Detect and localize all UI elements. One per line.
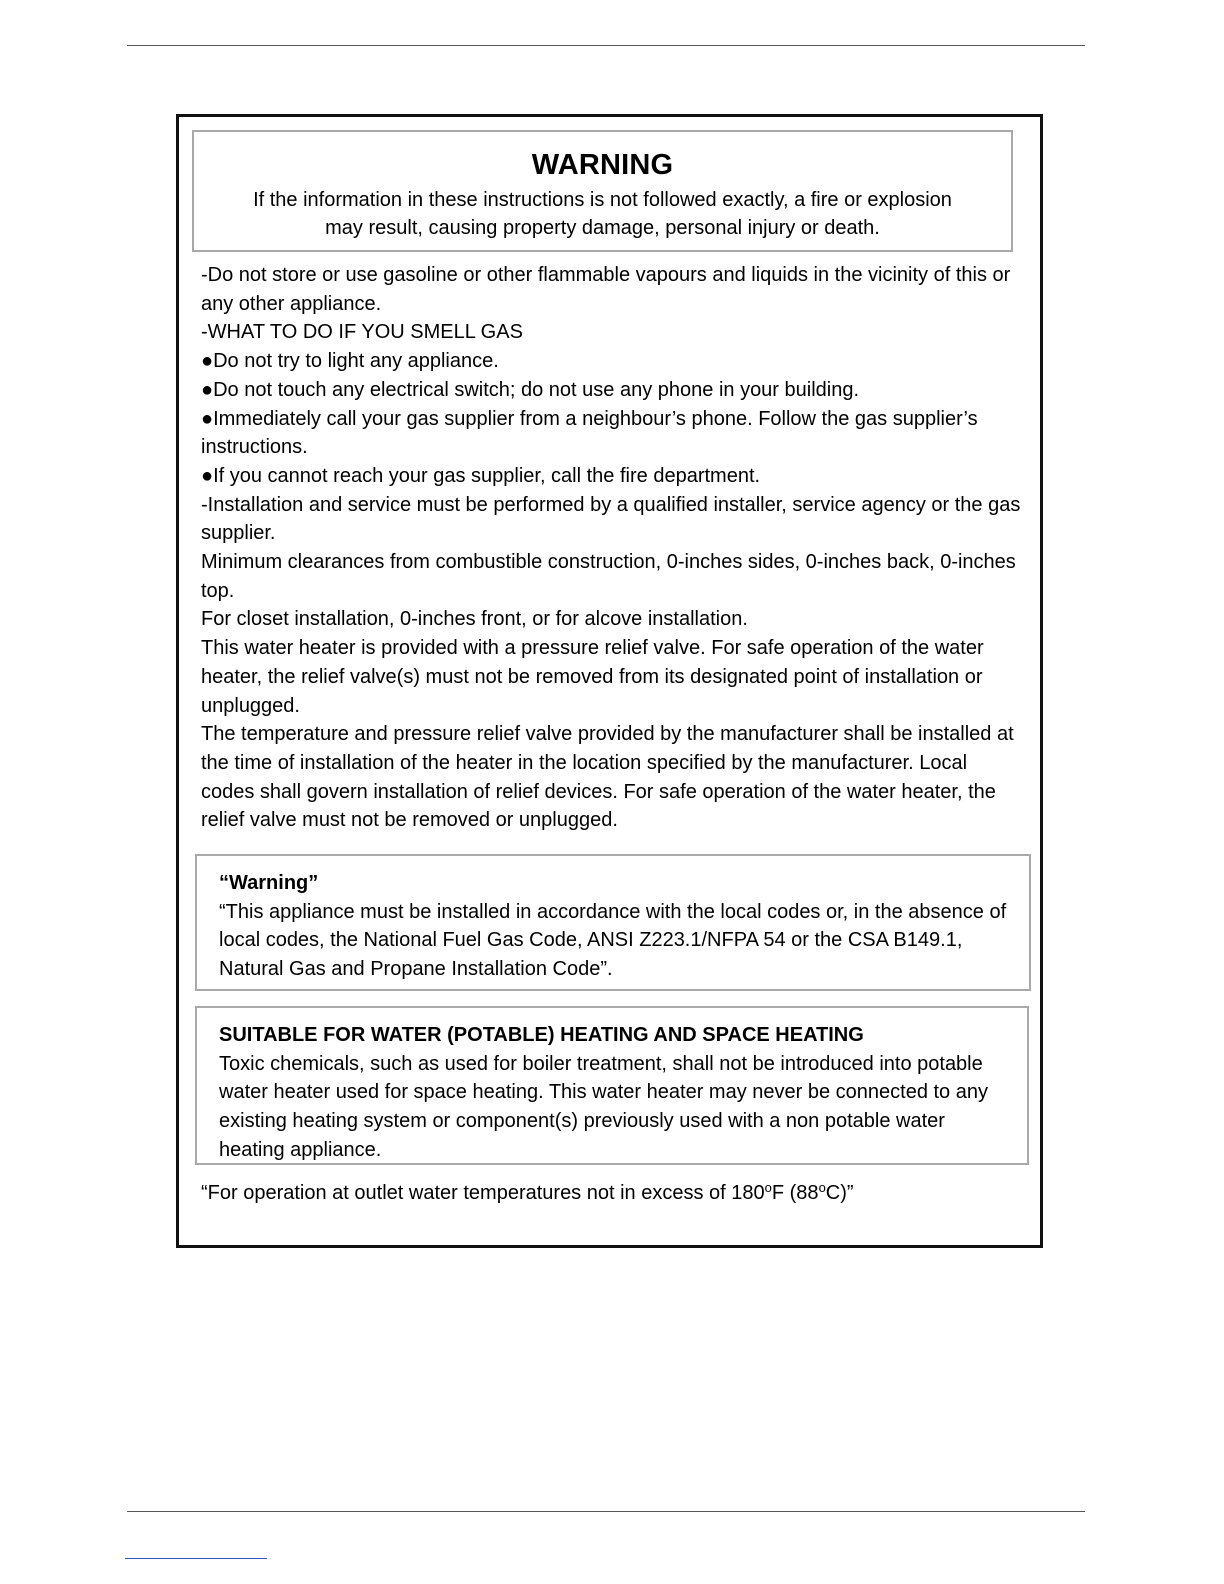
temperature-note	[201, 1179, 854, 1207]
instruction-bullet: ●Immediately call your gas supplier from a neighbour’s phone. Follow the gas supplier’s instructions.	[201, 407, 978, 459]
potable-heating-box	[195, 1006, 1029, 1165]
instruction-paragraph: -Installation and service must be performed by a qualified installer, service agency or the gas supplier.	[201, 493, 1021, 545]
warning-text-line1: If the information in these instructions is not followed exactly, a fire or explosion	[253, 189, 952, 211]
potable-heating-heading: SUITABLE FOR WATER (POTABLE) HEATING AND SPACE HEATING	[219, 1024, 864, 1046]
degree-sign-c: o	[818, 1180, 826, 1195]
potable-heating-text: Toxic chemicals, such as used for boiler treatment, shall not be introduced into potable water heater used for space heating. This water heater may never be connected to any existing heating system or component(s) previously used with a non potable water heating appliance.	[219, 1052, 988, 1161]
tp-valve-paragraph: The temperature and pressure relief valve provided by the manufacturer shall be installed at the time of installation of the heater in the location specified by the manufacturer. Local codes shall govern installation of relief devices. For safe operation of the water heater, the relief valve must not be removed or unplugged.	[201, 723, 1014, 832]
temperature-note-middle: F (88	[771, 1182, 819, 1204]
degree-sign-f: o	[764, 1180, 772, 1195]
header-rule	[127, 45, 1085, 46]
code-warning-box	[195, 854, 1031, 991]
instruction-bullet: ●Do not try to light any appliance.	[201, 350, 499, 373]
instruction-paragraph: -Do not store or use gasoline or other flammable vapours and liquids in the vicinity of this or any other appliance.	[201, 264, 1011, 315]
instruction-bullet: ●If you cannot reach your gas supplier, call the fire department.	[201, 464, 761, 487]
warning-text-line2: may result, causing property damage, personal injury or death.	[325, 217, 880, 239]
instruction-bullet: ●Do not touch any electrical switch; do not use any phone in your building.	[201, 378, 860, 401]
warning-text	[194, 186, 1011, 242]
temperature-note-suffix: C)”	[825, 1182, 854, 1204]
code-warning-text: “This appliance must be installed in accordance with the local codes or, in the absence of local codes, the National Fuel Gas Code, ANSI Z223.1/NFPA 54 or the CSA B149.1, Natural Gas and Propane Installation Code”.	[219, 900, 1007, 981]
instructions-body	[201, 261, 1021, 835]
warning-box	[192, 130, 1013, 252]
warning-title: WARNING	[531, 149, 674, 181]
footer-rule	[127, 1511, 1085, 1512]
clearances-paragraph: Minimum clearances from combustible construction, 0-inches sides, 0-inches back, 0-inches top.	[201, 551, 1016, 602]
instruction-paragraph: -WHAT TO DO IF YOU SMELL GAS	[201, 321, 523, 344]
relief-valve-paragraph: This water heater is provided with a pressure relief valve. For safe operation of the water heater, the relief valve(s) must not be removed from its designated point of installation or unplugged.	[201, 637, 984, 717]
temperature-note-prefix: “For operation at outlet water temperatures not in excess of 180	[201, 1182, 765, 1204]
closet-paragraph: For closet installation, 0-inches front, or for alcove installation.	[201, 608, 748, 631]
code-warning-heading: “Warning”	[219, 872, 319, 894]
footnote-rule	[125, 1558, 267, 1559]
